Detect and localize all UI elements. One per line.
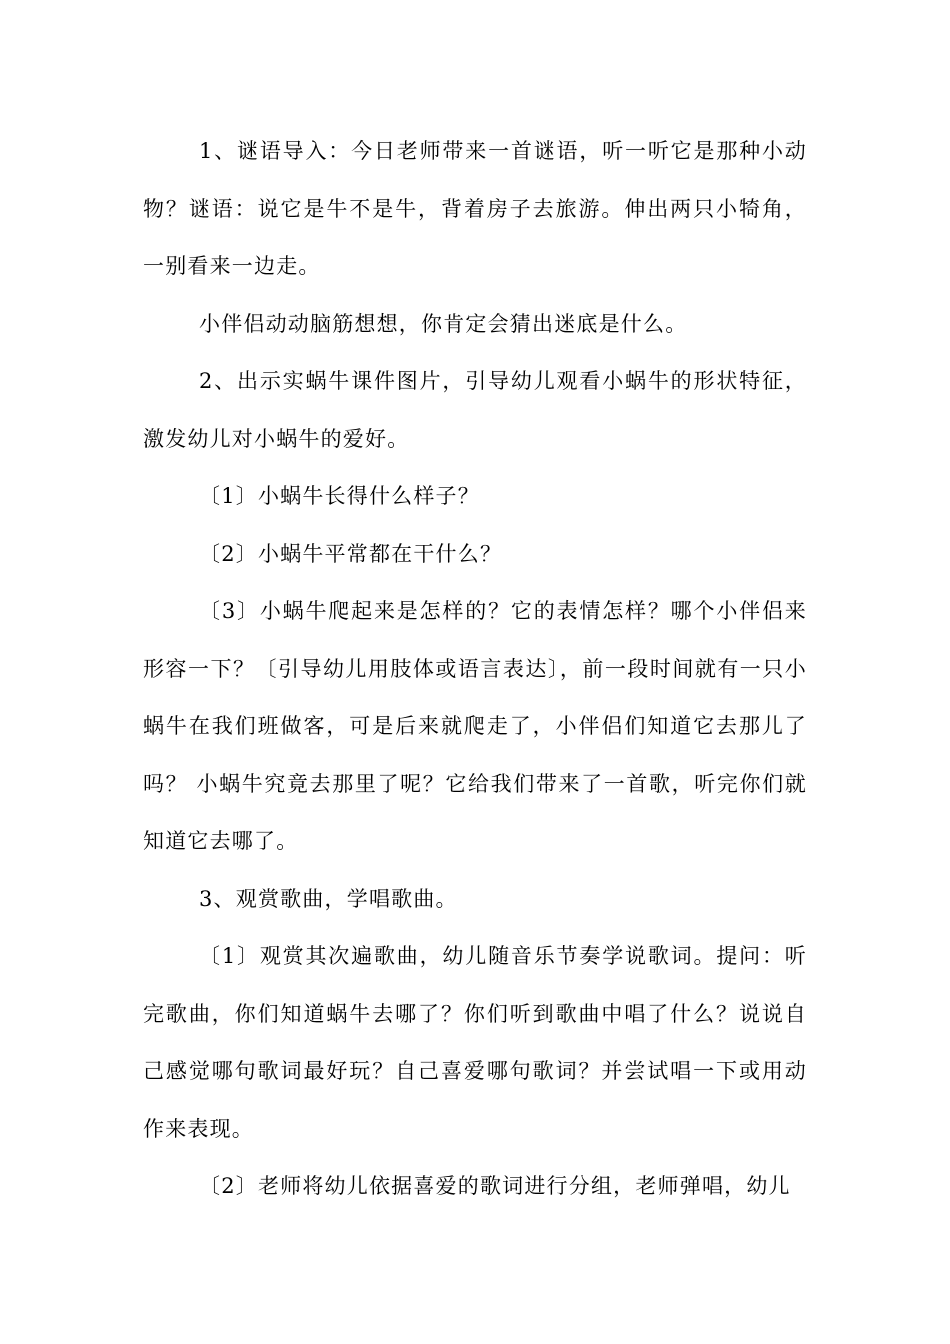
paragraph-group-singing: 〔2〕老师将幼儿依据喜爱的歌词进行分组，老师弹唱，幼儿 (199, 1174, 791, 1198)
paragraph-question-3: 〔3〕小蜗牛爬起来是怎样的？它的表情怎样？哪个小伴侣来形容一下？〔引导幼儿用肢体或语言表达〕，前一段时间就有一只小蜗牛在我们班做客，可是后来就爬走了，小伴侣们知道它去那儿了吗？ 小蜗牛究竟去那里了呢？它给我们带来了一首歌，听完你们就知道它去哪了。 (143, 599, 807, 853)
document-body (143, 123, 807, 1216)
paragraph-guess-prompt: 小伴侣动动脑筋想想，你肯定会猜出迷底是什么。 (199, 311, 688, 336)
paragraph-riddle-intro: 1、谜语导入：今日老师带来一首谜语，听一听它是那种小动物？谜语：说它是牛不是牛，背着房子去旅游。伸出两只小犄角，一别看来一边走。 (143, 139, 807, 278)
paragraph-show-pictures: 2、出示实蜗牛课件图片，引导幼儿观看小蜗牛的形状特征，激发幼儿对小蜗牛的爱好。 (143, 369, 807, 451)
paragraph-listen-song: 〔1〕观赏其次遍歌曲，幼儿随音乐节奏学说歌词。提问：听完歌曲，你们知道蜗牛去哪了？你们听到歌曲中唱了什么？说说自己感觉哪句歌词最好玩？自己喜爱哪句歌词？并尝试唱一下或用动作来表现。 (143, 944, 807, 1141)
paragraph-question-1: 〔1〕小蜗牛长得什么样子？ (199, 484, 480, 508)
paragraph-question-2: 〔2〕小蜗牛平常都在干什么？ (199, 541, 503, 566)
paragraph-enjoy-song: 3、观赏歌曲，学唱歌曲。 (199, 886, 458, 911)
